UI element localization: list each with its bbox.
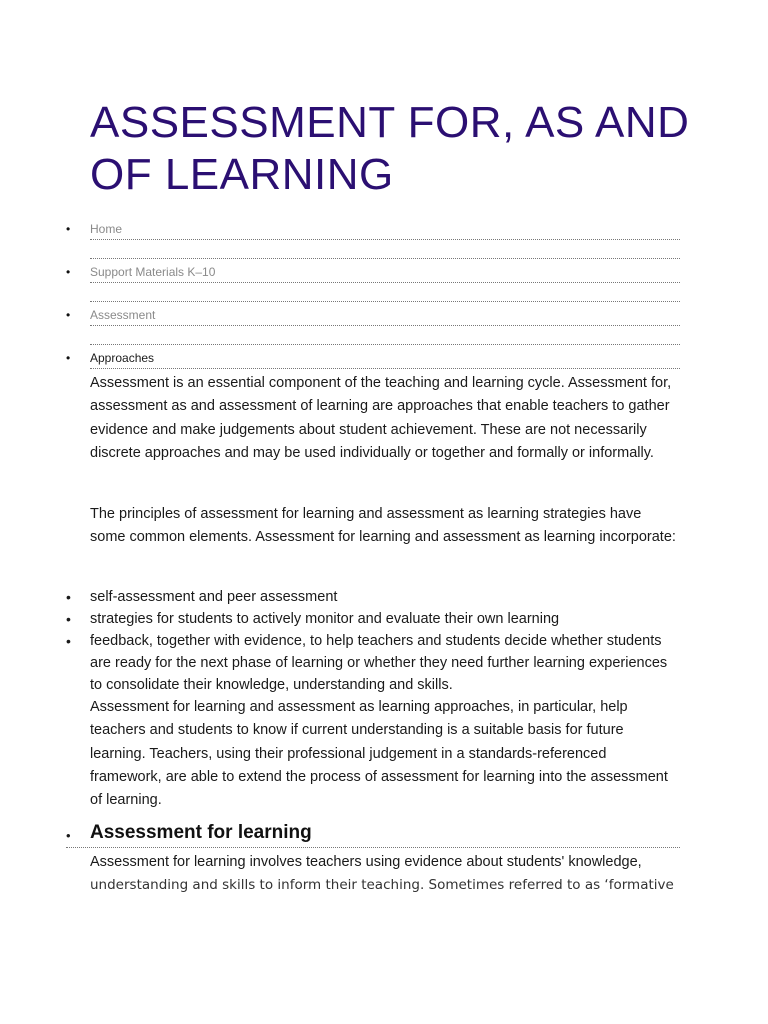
paragraph-line: understanding and skills to inform their teaching. Sometimes referred to as ‘formative bbox=[90, 877, 674, 894]
breadcrumb-link-assessment[interactable]: Assessment bbox=[90, 308, 156, 322]
list-item-text: strategies for students to actively monitor and evaluate their own learning bbox=[90, 611, 560, 627]
bullet-icon: • bbox=[66, 633, 71, 649]
section-title: Assessment for learning bbox=[90, 822, 312, 843]
dotted-divider bbox=[90, 258, 680, 259]
bullet-icon: • bbox=[66, 611, 71, 627]
list-item bbox=[0, 630, 680, 696]
breadcrumb-link-home[interactable]: Home bbox=[90, 222, 123, 236]
paragraph-line: Assessment for learning involves teachers using evidence about students' knowledge, bbox=[90, 854, 642, 870]
breadcrumb bbox=[0, 216, 768, 388]
approaches-paragraph: Assessment for learning and assessment as learning approaches, in particular, help teachers and students to know if current understanding is a suitable basis for future learning. Teachers, using their professional judgement in a standards-referenced framework, are able to extend the process of assessment for learning into the assessment of learning. bbox=[90, 699, 668, 809]
breadcrumb-item-support-materials[interactable] bbox=[0, 259, 768, 302]
dotted-divider bbox=[66, 847, 680, 848]
dotted-divider bbox=[90, 344, 680, 345]
principles-paragraph: The principles of assessment for learning and assessment as learning strategies have some common elements. Assessment for learning and assessment as learning incorporate: bbox=[90, 506, 676, 546]
list-item bbox=[0, 586, 680, 608]
dotted-divider bbox=[90, 239, 680, 240]
list-item-text: self-assessment and peer assessment bbox=[90, 589, 338, 605]
breadcrumb-current-approaches: Approaches bbox=[90, 351, 155, 365]
dotted-divider bbox=[90, 368, 680, 369]
dotted-divider bbox=[90, 282, 680, 283]
intro-paragraph: Assessment is an essential component of the teaching and learning cycle. Assessment for, assessment as and assessment of learning are approaches that enable teachers to gather evidence and make judgements about student achievement. These are not necessarily discrete approaches and may be used individually or together and formally or informally. bbox=[90, 375, 672, 461]
bullet-icon: • bbox=[66, 589, 71, 605]
common-elements-list bbox=[0, 586, 768, 696]
dotted-divider bbox=[90, 325, 680, 326]
breadcrumb-item-assessment[interactable] bbox=[0, 302, 768, 345]
breadcrumb-item-home[interactable] bbox=[0, 216, 768, 259]
section-heading-assessment-for-learning bbox=[0, 822, 768, 848]
list-item bbox=[0, 608, 680, 630]
assessment-for-learning-paragraph bbox=[90, 851, 690, 898]
page-title: ASSESSMENT FOR, AS AND OF LEARNING bbox=[90, 98, 690, 199]
bullet-icon: • bbox=[66, 351, 71, 365]
dotted-divider bbox=[90, 301, 680, 302]
bullet-icon: • bbox=[66, 222, 71, 236]
bullet-icon: • bbox=[66, 308, 71, 322]
breadcrumb-link-support-materials[interactable]: Support Materials K–10 bbox=[90, 265, 216, 279]
bullet-icon: • bbox=[66, 828, 71, 843]
bullet-icon: • bbox=[66, 265, 71, 279]
list-item-text: feedback, together with evidence, to help teachers and students decide whether students are ready for the next phase of learning or whether they need further learning experiences to consolidate their knowledge, understanding and skills. bbox=[90, 633, 668, 693]
